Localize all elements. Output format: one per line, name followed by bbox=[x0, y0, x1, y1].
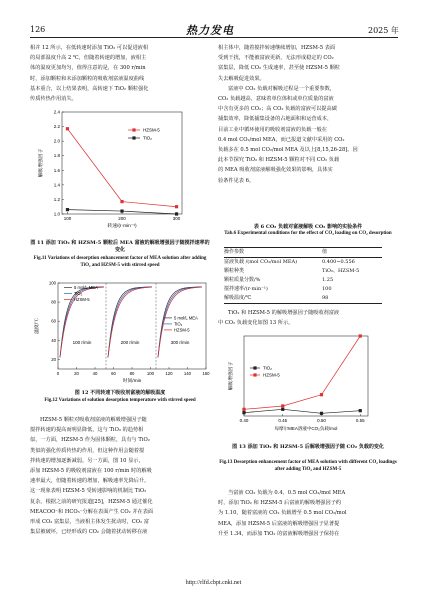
x-tick-label: 140 bbox=[183, 371, 192, 376]
x-tick-label: 0.55 bbox=[355, 418, 365, 423]
data-point bbox=[359, 334, 362, 337]
data-point bbox=[66, 127, 69, 130]
legend-label: 5 mol/L MEA bbox=[74, 285, 98, 290]
table6 bbox=[224, 247, 382, 304]
table-header-cell: 操作参数 bbox=[224, 248, 322, 258]
fig11-chart bbox=[30, 104, 210, 236]
text-line: 集层被破坏，已经形成的 CO₂ 会随着扰动转移在液 bbox=[30, 529, 148, 536]
y-tick-label: 1.8 bbox=[53, 153, 60, 159]
legend-label: HZSM-5 bbox=[74, 297, 90, 302]
right-top-paragraph bbox=[218, 43, 398, 186]
text-line: 搅拌转速的提高而明显降低，这与 TiO₂ 的趋势相 bbox=[30, 427, 144, 434]
footer-url[interactable]: http://rlfd.cbpt.cnki.net bbox=[185, 580, 242, 586]
text-line: 当富液 CO₂ 负载为 0.4、0.5 mol CO₂/mol MEA bbox=[228, 490, 346, 496]
text-line: MEA，添加 HZSM-5 后富液的解吸增强因子显著提 bbox=[218, 520, 340, 527]
text-line: 类似的强化传质传热的作用，但这种作用会随着搅 bbox=[30, 447, 145, 454]
fig12-caption-en: Fig.12 Variations of solution desorption temperature with stirred speed bbox=[44, 398, 196, 403]
text-line: 相主体中，随着搅拌转速继续增加，HZSM-5 表面 bbox=[218, 45, 336, 51]
text-line: HZSM-5 颗粒对吸收剂富液的解吸增强因子随 bbox=[40, 417, 147, 423]
fig11-caption-en: Fig.11 Variations of desorption enhancement factor of MEA solution after adding TiO₂ and HZSM-5 with stirred speed bbox=[33, 256, 207, 268]
y-tick-label: 60 bbox=[51, 318, 56, 324]
text-line: 为 1.10，随着富液的 CO₂ 负载增至 0.5 mol CO₂/mol bbox=[218, 510, 347, 517]
data-point bbox=[175, 212, 178, 215]
x-axis-label: 每摩尔MEA溶液中CO₂负载/mol bbox=[274, 426, 338, 431]
table-cell: TiO₂、HZSM-5 bbox=[322, 268, 360, 274]
text-line: 时，添加 TiO₂ 和 HZSM-5 后富液的解吸增强因子约 bbox=[218, 500, 342, 507]
legend-marker bbox=[253, 366, 256, 369]
x-tick-label: 0.50 bbox=[317, 418, 326, 423]
right-mid-paragraph bbox=[218, 308, 398, 328]
y-tick-label: 2.2 bbox=[53, 124, 60, 130]
legend-label: TiO₂ bbox=[74, 291, 83, 296]
y-tick-label: 2.4 bbox=[53, 109, 60, 115]
text-line: 的 MEA 吸收剂富液解吸强化效果的影响，具体实 bbox=[218, 167, 333, 174]
data-point bbox=[242, 408, 245, 411]
temperature-curve bbox=[108, 287, 152, 358]
data-point bbox=[120, 200, 123, 203]
table-row bbox=[224, 276, 382, 285]
text-line: 基本重合，以上结果表明，高转速下 TiO₂ 颗粒强化 bbox=[30, 85, 149, 92]
text-line: 验条件见表 6。 bbox=[218, 177, 255, 184]
text-line: 负载多在 0.5 mol CO₂/mol MEA 及以上[8,15,26-28]。因 bbox=[218, 147, 358, 154]
text-line: 中 CO₂ 负载变化如图 13 所示。 bbox=[218, 320, 294, 327]
text-line: 富液中 CO₂ 负载对解吸过程是一个重要参数， bbox=[228, 85, 335, 92]
text-line: MEACOO⁻和 HCO₃⁻分解在表面产生 CO₂ 并在表面 bbox=[30, 508, 154, 515]
text-line: 时，添加颗粒和未添加颗粒的吸收剂富液温度曲线 bbox=[30, 75, 145, 82]
series-line bbox=[244, 409, 360, 413]
table-row bbox=[224, 258, 382, 268]
text-line: 拌转速的增加逐渐减弱。另一方面，图 10 显示， bbox=[30, 457, 144, 464]
table-cell: 1.25 bbox=[322, 277, 334, 283]
y-tick-label: 1.4 bbox=[53, 182, 60, 188]
table-cell: 100 bbox=[322, 286, 332, 292]
legend-label: 5 mol/L MEA bbox=[174, 315, 198, 321]
data-point bbox=[320, 412, 323, 415]
legend-label: TiO₂ bbox=[143, 135, 152, 141]
fig12-chart bbox=[30, 277, 210, 387]
series-line bbox=[244, 336, 360, 409]
x-tick-label: 200 bbox=[118, 216, 126, 221]
x-axis-label: 时间/min bbox=[122, 379, 142, 384]
legend-label: HZSM-5 bbox=[174, 327, 190, 333]
panel-label: 300 r/min bbox=[170, 340, 190, 346]
y-tick-label: 1.2 bbox=[53, 196, 60, 202]
y-tick-label: 80 bbox=[51, 299, 56, 305]
y-axis-label: 解吸增强因子 bbox=[229, 361, 234, 391]
legend-marker bbox=[132, 128, 135, 131]
text-line: 升至 1.34，而添加 TiO₂ 的富液解吸增强因子保持在 bbox=[218, 530, 340, 537]
left-top-paragraph bbox=[30, 43, 210, 104]
text-line: 相并 12 所示，在低转速时添加 TiO₂ 可以促进液相 bbox=[30, 45, 149, 51]
data-point bbox=[242, 411, 245, 414]
table-cell: 解吸温度/℃ bbox=[224, 294, 322, 304]
text-line: 传质传热作用消失。 bbox=[30, 96, 77, 103]
table-cell: 颗粒种类 bbox=[224, 268, 245, 274]
text-line: 受到干扰，不能被富液更新，无法形成稳定的 CO₂ bbox=[218, 55, 334, 62]
text-line: TiO₂ 和 HZSM-5 的解吸增强因子随吸收剂富液 bbox=[228, 310, 340, 316]
x-tick-label: 120 bbox=[165, 371, 173, 376]
text-line: 似，一方面，HZSM-5 作为固体颗粒，具有与 TiO₂ bbox=[30, 437, 150, 444]
data-point bbox=[281, 404, 284, 407]
table6-title-en: Tab.6 Experimental conditions for the effect of CO₂ loading on CO₂ desorption bbox=[224, 231, 392, 236]
text-line: 富集层，降低 CO₂ 生成速率，甚至使 HZSM-5 颗粒 bbox=[218, 65, 340, 72]
text-line: 的局部温度升高 2 ℃，但随着转速的增加，液相主 bbox=[30, 55, 147, 62]
table-cell: 颗粒质量分数/% bbox=[224, 277, 261, 283]
x-tick-label: 20 bbox=[74, 371, 79, 376]
table-header-cell: 值 bbox=[322, 248, 382, 258]
legend-label: TiO₂ bbox=[263, 365, 272, 371]
text-line: CO₂ 负载越高，意味着单位体积或单位质量的富液 bbox=[218, 96, 334, 103]
table-row bbox=[224, 285, 382, 294]
legend-label: HZSM-5 bbox=[263, 372, 280, 378]
right-bottom-paragraph bbox=[218, 488, 398, 539]
text-line: 失去解吸促进效果。 bbox=[218, 75, 265, 82]
data-point bbox=[281, 408, 284, 411]
text-line: 此本节探究 TiO₂ 和 HZSM-5 颗粒对不同 CO₂ 负载 bbox=[218, 157, 340, 164]
text-line: 0.4 mol CO₂/mol MEA，而已报道文献中采用的 CO₂ bbox=[218, 136, 345, 143]
x-tick-label: 100 bbox=[63, 216, 72, 221]
text-line: 形成 CO₂ 富集层，当液相主体发生扰动时，CO₂ 富 bbox=[30, 519, 149, 526]
text-line: 捕集效率，降低捕集设备的占地面积和运营成本， bbox=[218, 116, 333, 123]
x-tick-label: 160 bbox=[202, 371, 210, 376]
panel-label: 200 r/min bbox=[120, 340, 140, 346]
temperature-curve bbox=[108, 287, 152, 357]
table6-title-cn: 表 6 CO₂ 负载对富液解吸 CO₂ 影响的实验条件 bbox=[253, 224, 363, 230]
panel-label: 100 r/min bbox=[72, 340, 92, 346]
text-line: 目前工业中循环使用的吸收剂富液的负载一般在 bbox=[218, 126, 327, 133]
text-line: 体的温度更加均匀，值得注意的是，在 300 r/min bbox=[30, 65, 146, 72]
left-bottom-paragraph bbox=[30, 415, 210, 537]
page-number: 126 bbox=[30, 25, 46, 34]
table-cell: 0.400~0.556 bbox=[322, 259, 355, 265]
journal-title: 热力发电 bbox=[186, 24, 234, 37]
table-header-row bbox=[224, 248, 382, 258]
plot-frame bbox=[62, 112, 182, 214]
x-axis-label: 转速/(r·min⁻¹) bbox=[107, 224, 137, 229]
text-line: 复杂。根据之前的研究报道[25]，HZSM-5 通过催化 bbox=[30, 498, 153, 505]
fig13-chart bbox=[218, 330, 398, 442]
y-axis-label: 解吸增强因子 bbox=[39, 148, 44, 178]
x-tick-label: 40 bbox=[92, 371, 98, 376]
header-rule bbox=[30, 37, 398, 38]
table-cell: 搅拌速率/(r·min⁻¹) bbox=[224, 286, 268, 292]
fig13-caption-cn: 图 13 添加 TiO₂ 和 HZSM-5 后解吸增强因子随 CO₂ 负载的变化 bbox=[232, 444, 384, 450]
text-line: 这一现象表明 HZSM-5 受转速影响的机制比 TiO₂ bbox=[30, 488, 147, 495]
series-line bbox=[67, 129, 176, 207]
x-tick-label: 80 bbox=[129, 371, 135, 376]
legend-marker bbox=[132, 136, 135, 139]
y-tick-label: 40 bbox=[51, 337, 56, 343]
table-cell: 98 bbox=[322, 294, 382, 304]
y-tick-label: 2.0 bbox=[53, 138, 60, 144]
x-tick-label: 0.40 bbox=[239, 418, 249, 423]
text-line: 添加 HZSM-5 的吸收剂富液在 100 r/min 时的解吸 bbox=[30, 468, 152, 475]
y-tick-label: 20 bbox=[51, 356, 56, 362]
x-tick-label: 60 bbox=[111, 371, 116, 376]
temperature-curve bbox=[108, 287, 152, 358]
x-tick-label: 0 bbox=[56, 371, 60, 376]
legend-label: TiO₂ bbox=[174, 321, 183, 327]
table-row bbox=[224, 294, 382, 304]
y-tick-label: 1.0 bbox=[53, 211, 60, 217]
x-tick-label: 100 bbox=[146, 371, 155, 376]
data-point bbox=[120, 209, 123, 212]
y-tick-label: 1.6 bbox=[53, 167, 60, 173]
data-point bbox=[175, 205, 178, 208]
fig12-caption-cn: 图 12 不同转速下吸收剂富液的解吸温度 bbox=[74, 390, 166, 396]
y-axis-label: 温度/℃ bbox=[35, 318, 40, 334]
x-tick-label: 0.45 bbox=[278, 418, 288, 423]
y-tick-label: 100 bbox=[48, 280, 56, 286]
fig13-caption-en: Fig.13 Desorption enhancement factor of MEA solution with different CO₂ loadings after adding TiO₂ and HZSM-5 bbox=[219, 460, 397, 472]
legend-marker bbox=[253, 373, 256, 376]
fig11-caption-cn: 图 11 添加 TiO₂ 和 HZSM-5 颗粒后 MEA 富液的解吸增强因子随搅拌速率的变化 bbox=[30, 240, 210, 253]
table-cell: 富液负载 /(mol CO₂/mol MEA) bbox=[224, 259, 298, 265]
legend-label: HZSM-5 bbox=[143, 127, 160, 133]
table-row bbox=[224, 267, 382, 276]
data-point bbox=[359, 409, 362, 412]
text-line: 速率最大，但随着转速的增加，解吸速率先降后升。 bbox=[30, 478, 150, 485]
year: 2025 年 bbox=[368, 26, 399, 35]
x-tick-label: 300 bbox=[172, 216, 181, 221]
data-point bbox=[320, 393, 323, 396]
text-line: 中含有更多的 CO₂；高 CO₂ 负载的富液可以提高碳 bbox=[218, 106, 337, 113]
data-point bbox=[66, 208, 69, 211]
